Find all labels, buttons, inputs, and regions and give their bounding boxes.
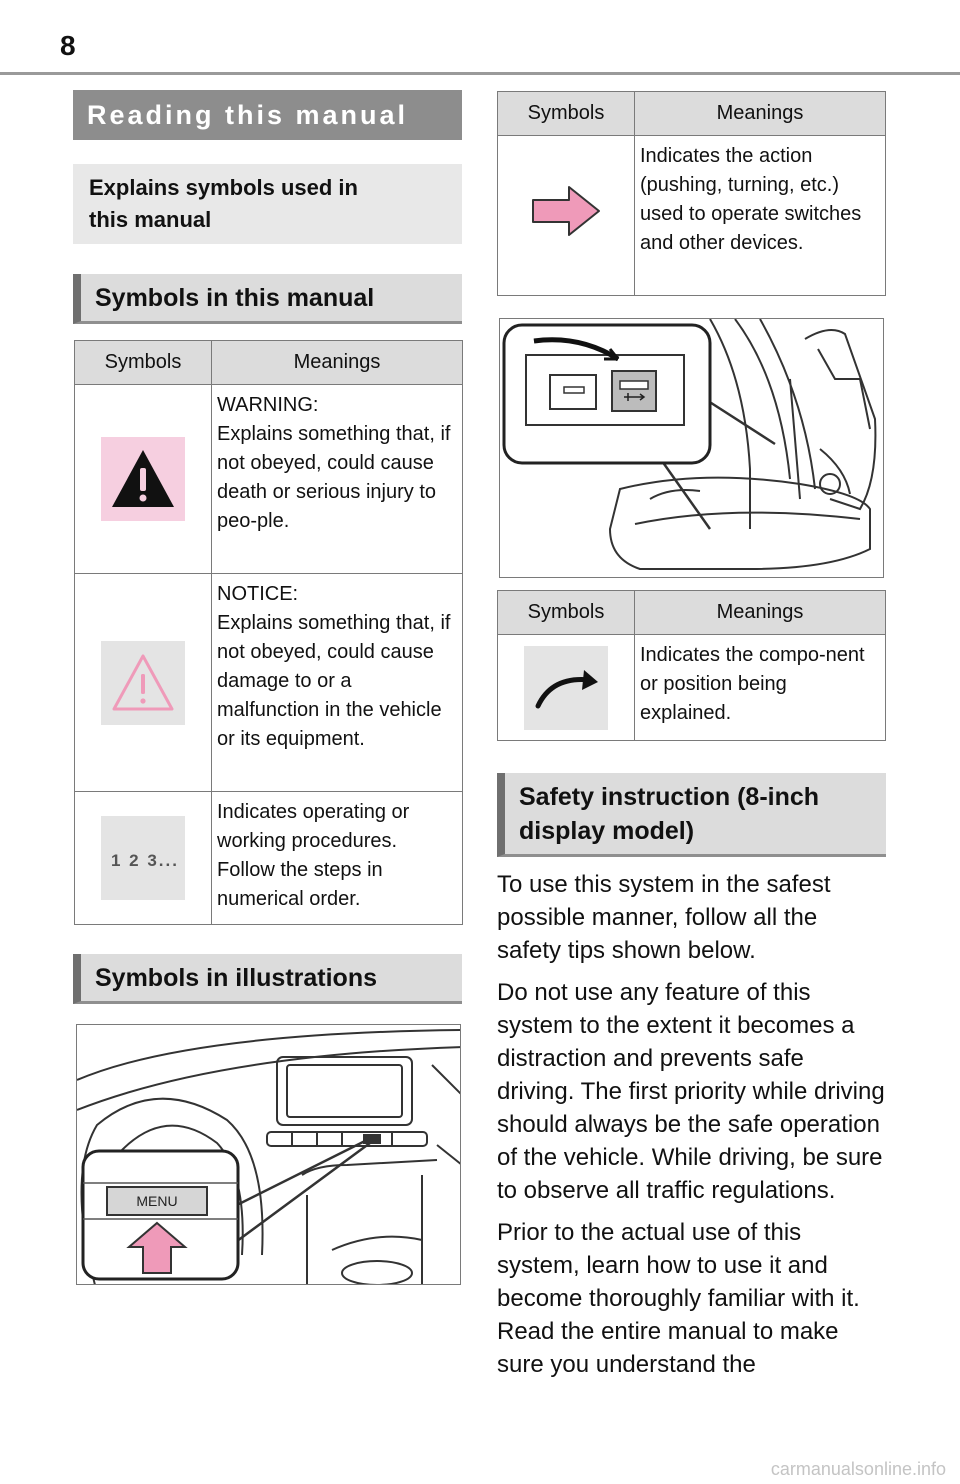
steps-123-icon	[101, 816, 185, 900]
col-meanings-header: Meanings	[635, 92, 886, 136]
table-row	[498, 136, 886, 296]
component-symbol-table	[497, 590, 886, 741]
notice-meaning: NOTICE: Explains something that, if not obeyed, could cause damage to or a malfunction in the vehicle or its equipment.	[212, 574, 463, 792]
table-row	[75, 385, 463, 574]
intro-box	[73, 164, 462, 244]
action-meaning: Indicates the action (pushing, turning, etc.) used to operate switches and other devices.	[635, 136, 886, 296]
safety-body	[497, 868, 887, 1390]
safety-paragraph-3: Prior to the actual use of this system, learn how to use it and become thoroughly familiar with it. Read the entire manual to make sure you understand the	[497, 1219, 860, 1378]
symbols-manual-heading: Symbols in this manual	[73, 274, 462, 324]
steps-123-text: 1 2 3...	[111, 851, 179, 870]
page-number: 8	[60, 30, 76, 61]
menu-button-illustration	[76, 1024, 461, 1285]
warning-meaning: WARNING: Explains something that, if not obeyed, could cause death or serious injury to peo-ple.	[212, 385, 463, 574]
table-row	[498, 635, 886, 741]
safety-paragraph-2: Do not use any feature of this system to the extent it becomes a distraction and prevents safe driving. The first priority while driving should always be the safe operation of the vehicle. While driving, be sure to observe all traffic regulations.	[497, 979, 885, 1204]
main-heading: Reading this manual	[73, 90, 462, 140]
pink-arrow-icon	[531, 185, 601, 246]
usb-port-illustration	[499, 318, 884, 578]
component-meaning: Indicates the compo-nent or position being explained.	[635, 635, 886, 741]
col-symbols-header: Symbols	[498, 92, 635, 136]
table-row	[75, 574, 463, 792]
col-symbols-header: Symbols	[75, 341, 212, 385]
col-meanings-header: Meanings	[635, 591, 886, 635]
intro-box-text: Explains symbols used in this manual	[89, 175, 358, 232]
safety-heading-text: Safety instruction (8-inch display model)	[519, 782, 820, 845]
notice-triangle-icon	[101, 641, 185, 725]
col-symbols-header: Symbols	[498, 591, 635, 635]
action-symbol-table	[497, 91, 886, 296]
warning-triangle-icon	[101, 437, 185, 521]
table-row	[75, 792, 463, 925]
watermark: carmanualsonline.info	[770, 1459, 946, 1479]
safety-paragraph-1: To use this system in the safest possible manner, follow all the safety tips shown below.	[497, 871, 831, 964]
steps-meaning: Indicates operating or working procedures. Follow the steps in numerical order.	[212, 792, 463, 925]
col-meanings-header: Meanings	[212, 341, 463, 385]
illustrations-heading: Symbols in illustrations	[73, 954, 462, 1004]
menu-button-label: MENU	[136, 1193, 178, 1209]
symbols-manual-table	[74, 340, 463, 925]
top-rule	[0, 72, 960, 75]
safety-heading	[497, 773, 886, 857]
curved-pointer-arrow-icon	[524, 646, 608, 730]
